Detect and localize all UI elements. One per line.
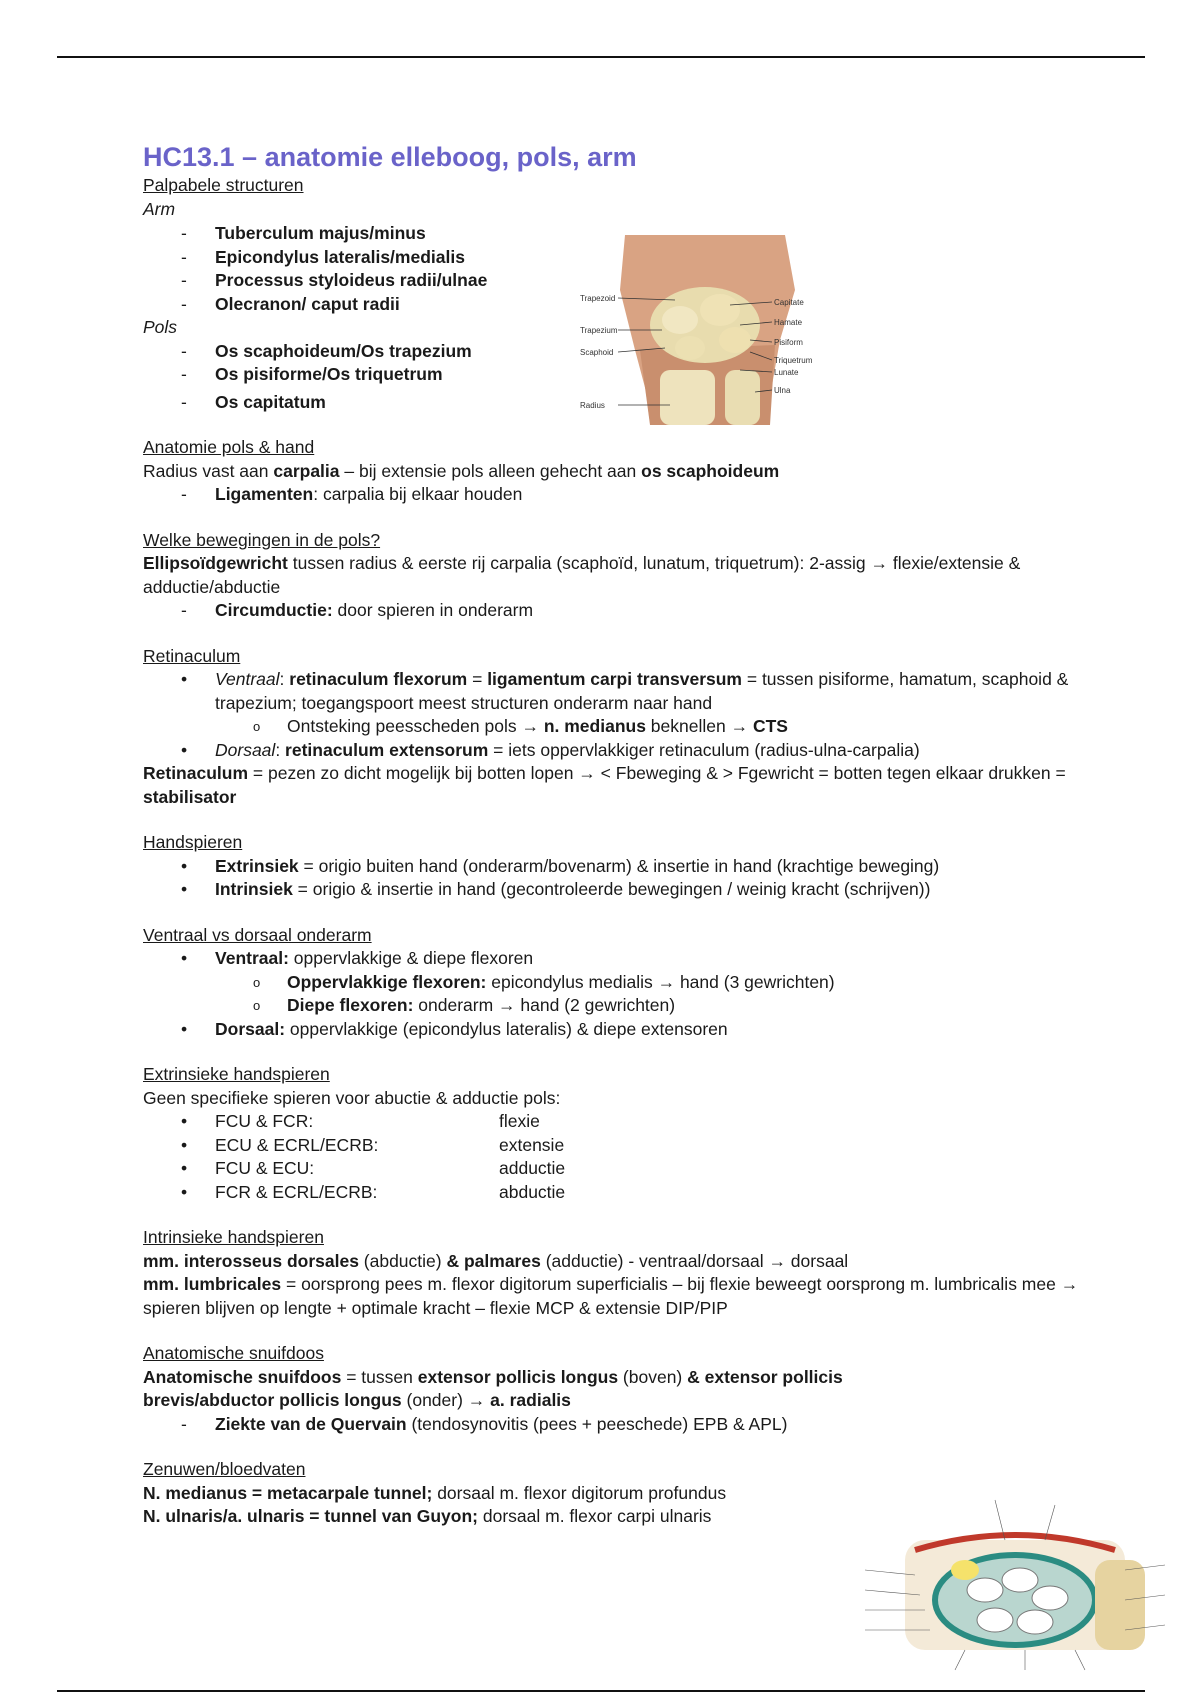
list-item: - Os capitatum [143,391,1103,415]
list-item: - Circumductie: door spieren in onderarm [143,599,1103,623]
pols-label: Pols [143,317,178,337]
section-heading-anatomie: Anatomie pols & hand [143,437,315,457]
list-item: - Epicondylus lateralis/medialis [143,246,1103,270]
retinaculum-list-2 [143,739,1103,763]
onderarm-list [143,947,1103,971]
onderarm-sublist [143,971,1103,1018]
retinaculum-sublist [143,715,1103,739]
wrist-bones-figure [580,230,890,425]
list-item: • Intrinsiek = origio & insertie in hand (gecontroleerde bewegingen / weinig kracht (schrijven)) [143,878,1103,902]
section-heading-intrinsieke: Intrinsieke handspieren [143,1227,324,1247]
list-item: • Dorsaal: retinaculum extensorum = iets oppervlakkiger retinaculum (radius-ulna-carpalia) [143,739,1103,763]
arm-label: Arm [143,198,176,219]
section-heading-zenuwen: Zenuwen/bloedvaten [143,1459,306,1479]
onderarm-list-2 [143,1018,1103,1042]
label-trapezium: Trapezium [580,326,618,335]
list-item: o Ontsteking peesscheden pols → n. medianus beknellen → CTS [143,715,1103,739]
label-lunate: Lunate [774,368,799,377]
list-item: - Ligamenten: carpalia bij elkaar houden [143,483,1103,507]
list-item: • Ventraal: oppervlakkige & diepe flexoren [143,947,1103,971]
paragraph: mm. interosseus dorsales (abductie) & palmares (adductie) - ventraal/dorsaal → dorsaal [143,1250,849,1271]
paragraph: N. ulnaris/a. ulnaris = tunnel van Guyon; dorsaal m. flexor carpi ulnaris [143,1506,712,1526]
section-heading-onderarm: Ventraal vs dorsaal onderarm [143,924,372,945]
snuifdoos-list [143,1413,1103,1437]
label-scaphoid: Scaphoid [580,348,614,357]
section-heading-palpabel: Palpabele structuren [143,175,304,195]
bottom-rule [57,1690,1145,1692]
list-item: - Tuberculum majus/minus [143,222,1103,246]
label-ulna: Ulna [774,386,791,395]
ulna-bone-shape [725,370,760,425]
section-heading-extrinsieke: Extrinsieke handspieren [143,1064,330,1084]
page-title: HC13.1 – anatomie elleboog, pols, arm [143,142,637,172]
list-item: - Processus styloideus radii/ulnae [143,269,1103,293]
label-trapezoid: Trapezoid [580,294,616,303]
label-hamate: Hamate [774,318,803,327]
section-heading-bewegingen: Welke bewegingen in de pols? [143,529,381,550]
bewegingen-list [143,599,1103,623]
paragraph: Anatomische snuifdoos = tussen extensor pollicis longus (boven) & extensor pollicis brevis/abductor pollicis longus (onder) → a. radialis [143,1366,843,1410]
list-item: o Oppervlakkige flexoren: epicondylus medialis → hand (3 gewrichten) [143,971,1103,995]
list-item: - Os pisiforme/Os triquetrum [143,363,1103,387]
section-heading-handspieren: Handspieren [143,832,243,852]
list-item: o Diepe flexoren: onderarm → hand (2 gewrichten) [143,994,1103,1018]
label-capitate: Capitate [774,298,804,307]
label-pisiform: Pisiform [774,338,803,347]
list-item: • Ventraal: retinaculum flexorum = ligamentum carpi transversum = tussen pisiforme, hamatum, scaphoid & trapezium; toegangspoort meest structuren onderarm naar hand [143,668,1103,715]
section-heading-retinaculum: Retinaculum [143,645,241,666]
list-item: • FCR & ECRL/ECRB: abductie [143,1181,1103,1205]
list-item: - Olecranon/ caput radii [143,293,1103,317]
retinaculum-list [143,668,1103,715]
list-item: • ECU & ECRL/ECRB: extensie [143,1134,1103,1158]
radius-bone-shape [660,370,715,425]
list-item: - Ziekte van de Quervain (tendosynovitis (pees + peeschede) EPB & APL) [143,1413,1103,1437]
list-item: • FCU & ECU: adductie [143,1157,1103,1181]
list-item: • FCU & FCR: flexie [143,1110,1103,1134]
paragraph: Ellipsoïdgewricht tussen radius & eerste rij carpalia (scaphoïd, lunatum, triquetrum): 2-assig → flexie/extensie & adductie/abductie [143,553,1021,597]
paragraph: N. medianus = metacarpale tunnel; dorsaal m. flexor digitorum profundus [143,1482,727,1503]
list-item: - Os scaphoideum/Os trapezium [143,340,1103,364]
paragraph: Radius vast aan carpalia – bij extensie pols alleen gehecht aan os scaphoideum [143,460,780,481]
paragraph: Geen specifieke spieren voor abuctie & adductie pols: [143,1087,561,1108]
extrinsieke-list [143,1110,1103,1204]
top-rule [57,56,1145,58]
anatomie-list [143,483,1103,507]
paragraph: mm. lumbricales = oorsprong pees m. flexor digitorum superficialis – bij flexie beweegt oorsprong m. lumbricalis mee → spieren blijven op lengte + optimale kracht – flexie MCP & extensie DIP/PIP [143,1274,1079,1318]
handspieren-list [143,855,1103,902]
carpal-tunnel-figure [845,1480,1175,1680]
list-item: • Extrinsiek = origio buiten hand (onderarm/bovenarm) & insertie in hand (krachtige beweging) [143,855,1103,879]
label-triquetrum: Triquetrum [774,356,813,365]
paragraph: Retinaculum = pezen zo dicht mogelijk bij botten lopen → < Fbeweging & > Fgewricht = botten tegen elkaar drukken = stabilisator [143,763,1066,807]
label-radius: Radius [580,401,605,410]
list-item: • Dorsaal: oppervlakkige (epicondylus lateralis) & diepe extensoren [143,1018,1103,1042]
section-heading-snuifdoos: Anatomische snuifdoos [143,1343,324,1363]
